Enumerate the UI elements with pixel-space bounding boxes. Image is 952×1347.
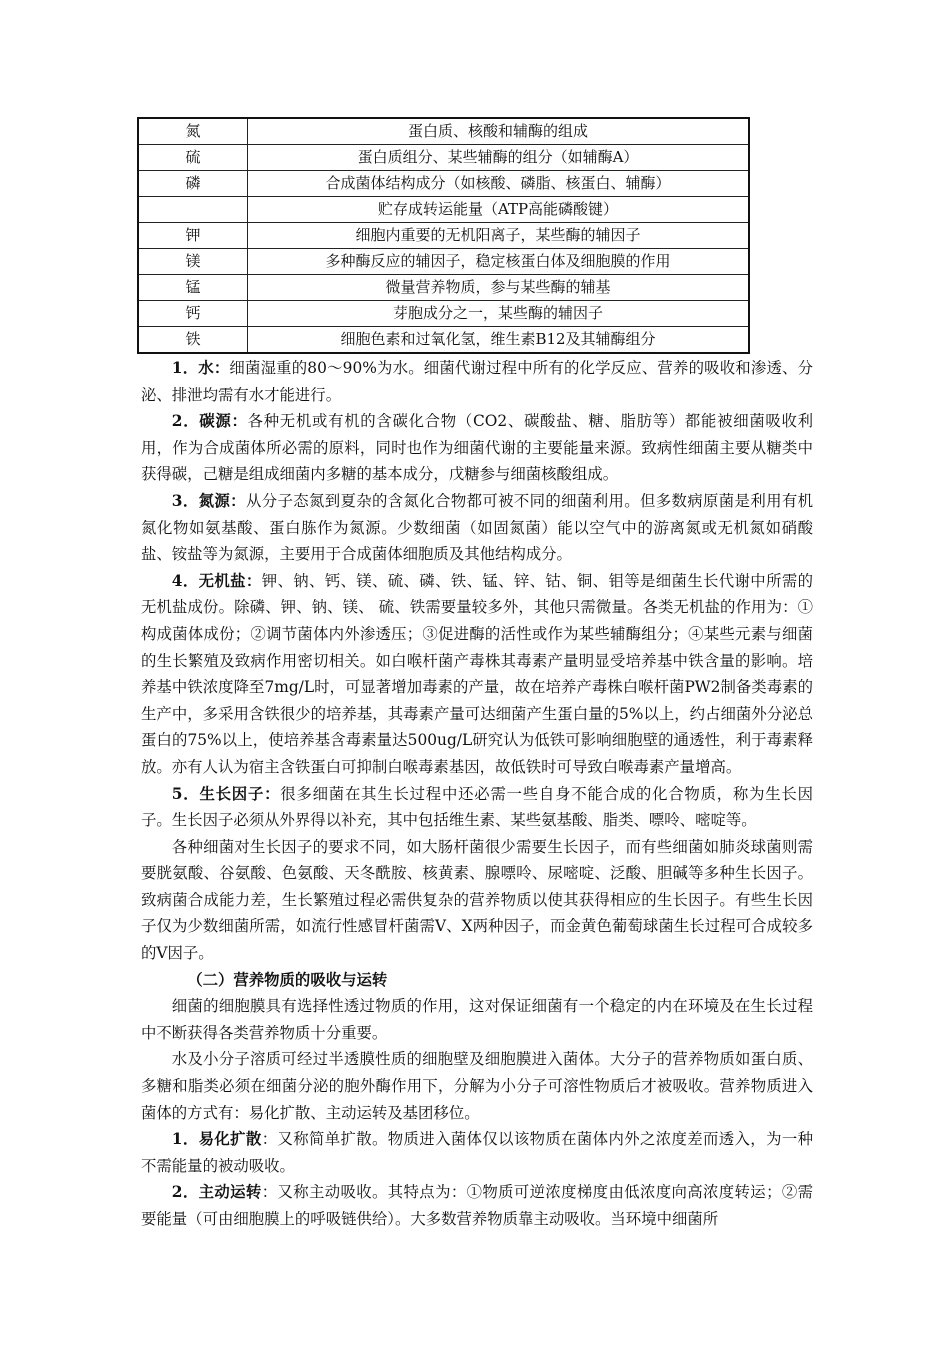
role-cell: 芽胞成分之一，某些酶的辅因子 [248, 301, 750, 327]
paragraph-carbon-source: 2．碳源：各种无机或有机的含碳化合物（CO2、碳酸盐、糖、脂肪等）都能被细菌吸收利用，作为合成菌体所必需的原料，同时也作为细菌代谢的主要能量来源。致病性细菌主要从糖类中获得碳，己糖是组成细菌内多糖的基本成分，戊糖参与细菌核酸组成。 [141, 412, 813, 484]
element-function-table [137, 117, 750, 354]
table-row [138, 197, 749, 223]
element-cell: 硫 [138, 145, 248, 171]
paragraph-active-transport: 2．主动运转：又称主动吸收。其特点为：①物质可逆浓度梯度由低浓度向高浓度转运；②需要能量（可由细胞膜上的呼吸链供给）。大多数营养物质靠主动吸收。当环境中细菌所 [141, 1183, 813, 1228]
paragraph-inorganic-salts: 4．无机盐：钾、钠、钙、镁、硫、磷、铁、锰、锌、钴、铜、钼等是细菌生长代谢中所需的无机盐成份。除磷、钾、钠、镁、 硫、铁需要量较多外，其他只需微量。各类无机盐的作用为：①构成菌体成份；②调节菌体内外渗透压；③促进酶的活性或作为某些辅酶组分；④某些元素与细菌的生长繁殖及致病作用密切相关。如白喉杆菌产毒株其毒素产量明显受培养基中铁含量的影响。培养基中铁浓度降至7mg/L时，可显著增加毒素的产量，故在培养产毒株白喉杆菌PW2制备类毒素的生产中，多采用含铁很少的培养基，其毒素产量可达细菌产生蛋白量的5%以上，约占细菌外分泌总蛋白的75%以上，使培养基含毒素量达500ug/L研究认为低铁可影响细胞壁的通透性，利于毒素释放。亦有人认为宿主含铁蛋白可抑制白喉毒素基因，故低铁时可导致白喉毒素产量增高。 [141, 571, 813, 776]
table-row [138, 145, 749, 171]
role-cell: 蛋白质、核酸和辅酶的组成 [248, 118, 750, 145]
paragraph-cell-membrane: 细菌的细胞膜具有选择性透过物质的作用，这对保证细菌有一个稳定的内在环境及在生长过程中不断获得各类营养物质十分重要。 [141, 997, 813, 1042]
paragraph-growth-factor-requirements: 各种细菌对生长因子的要求不同，如大肠杆菌很少需要生长因子，而有些细菌如肺炎球菌则需要胱氨酸、谷氨酸、色氨酸、天冬酰胺、核黄素、腺嘌呤、尿嘧啶、泛酸、胆碱等多种生长因子。致病菌合成能力差，生长繁殖过程必需供复杂的营养物质以使其获得相应的生长因子。有些生长因子仅为少数细菌所需，如流行性感冒杆菌需V、X两种因子，而金黄色葡萄球菌生长过程可合成较多的V因子。 [141, 837, 813, 963]
element-cell: 磷 [138, 171, 248, 197]
element-cell: 铁 [138, 327, 248, 354]
role-cell: 合成菌体结构成分（如核酸、磷脂、核蛋白、辅酶） [248, 171, 750, 197]
table-row [138, 249, 749, 275]
table-row [138, 327, 749, 354]
element-cell: 钙 [138, 301, 248, 327]
role-cell: 蛋白质组分、某些辅酶的组分（如辅酶A） [248, 145, 750, 171]
table-row [138, 118, 749, 145]
role-cell: 微量营养物质，参与某些酶的辅基 [248, 275, 750, 301]
element-cell: 钾 [138, 223, 248, 249]
paragraph-water: 1．水：细菌湿重的80～90%为水。细菌代谢过程中所有的化学反应、营养的吸收和渗透、分泌、排泄均需有水才能进行。 [141, 359, 813, 404]
element-cell: 氮 [138, 118, 248, 145]
body-text [141, 355, 813, 1233]
element-cell: 镁 [138, 249, 248, 275]
element-cell: 锰 [138, 275, 248, 301]
paragraph-growth-factors: 5．生长因子：很多细菌在其生长过程中还必需一些自身不能合成的化合物质，称为生长因子。生长因子必须从外界得以补充，其中包括维生素、某些氨基酸、脂类、嘌呤、嘧啶等。 [141, 784, 813, 830]
role-cell: 多种酶反应的辅因子，稳定核蛋白体及细胞膜的作用 [248, 249, 750, 275]
table-row [138, 275, 749, 301]
paragraph-nitrogen-source: 3．氮源：从分子态氮到夏杂的含氮化合物都可被不同的细菌利用。但多数病原菌是利用有机氮化物如氨基酸、蛋白胨作为氮源。少数细菌（如固氮菌）能以空气中的游离氮或无机氮如硝酸盐、铵盐等为氮源，主要用于合成菌体细胞质及其他结构成分。 [141, 491, 813, 564]
element-cell [138, 197, 248, 223]
role-cell: 细胞内重要的无机阳离子，某些酶的辅因子 [248, 223, 750, 249]
section-title: （二）营养物质的吸收与运转 [187, 970, 388, 989]
role-cell: 贮存成转运能量（ATP高能磷酸键） [248, 197, 750, 223]
table-row [138, 301, 749, 327]
paragraph-facilitated-diffusion: 1．易化扩散：又称简单扩散。物质进入菌体仅以该物质在菌体内外之浓度差而透入，为一种不需能量的被动吸收。 [141, 1130, 813, 1175]
paragraph-nutrient-entry: 水及小分子溶质可经过半透膜性质的细胞壁及细胞膜进入菌体。大分子的营养物质如蛋白质、多糖和脂类必须在细菌分泌的胞外酶作用下，分解为小分子可溶性物质后才被吸收。营养物质进入菌体的方式有：易化扩散、主动运转及基团移位。 [141, 1050, 813, 1122]
role-cell: 细胞色素和过氧化氢，维生素B12及其辅酶组分 [248, 327, 750, 354]
table-row [138, 171, 749, 197]
table-row [138, 223, 749, 249]
